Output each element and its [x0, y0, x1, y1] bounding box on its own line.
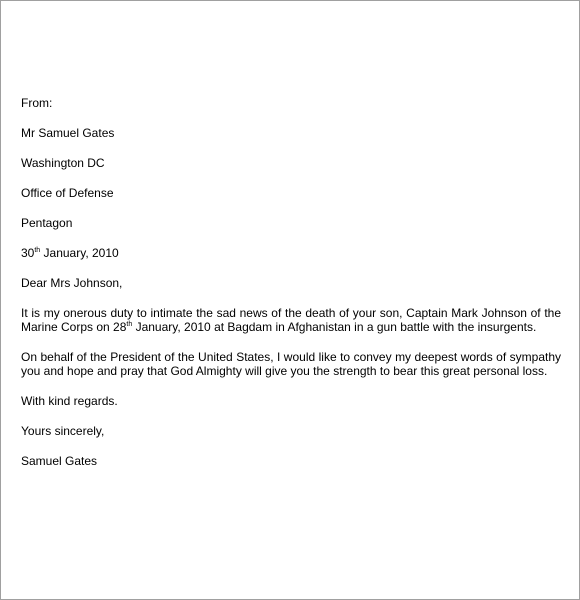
sender-city: Washington DC: [21, 156, 105, 170]
from-label: From:: [21, 96, 53, 110]
date-day: 30: [21, 246, 35, 260]
salutation: Dear Mrs Johnson,: [21, 276, 123, 290]
closing-regards: With kind regards.: [21, 394, 118, 408]
paragraph-sympathy: On behalf of the President of the United States, I would like to convey my deepest words of sympathy you and hope and pray that God Almighty will give you the strength to bear this great personal loss.: [21, 350, 561, 378]
sender-name: Mr Samuel Gates: [21, 126, 115, 140]
letter-date: [21, 246, 561, 260]
paragraph1-part1: It is my onerous duty to intimate the sad news of the death of your son, Captain Mark Johnson of the Marine Corps on 28: [21, 306, 561, 334]
paragraph-death-notice: [21, 306, 561, 334]
date-suffix: th: [34, 247, 41, 254]
sender-office: Office of Defense: [21, 186, 114, 200]
closing-sincerely: Yours sincerely,: [21, 424, 105, 438]
signature: Samuel Gates: [21, 454, 98, 468]
letter-body: [21, 96, 561, 484]
sender-building: Pentagon: [21, 216, 73, 230]
paragraph1-suffix: th: [126, 321, 133, 328]
paragraph1-part2: January, 2010 at Bagdam in Afghanistan in a gun battle with the insurgents.: [132, 320, 537, 334]
date-rest: January, 2010: [40, 246, 119, 260]
